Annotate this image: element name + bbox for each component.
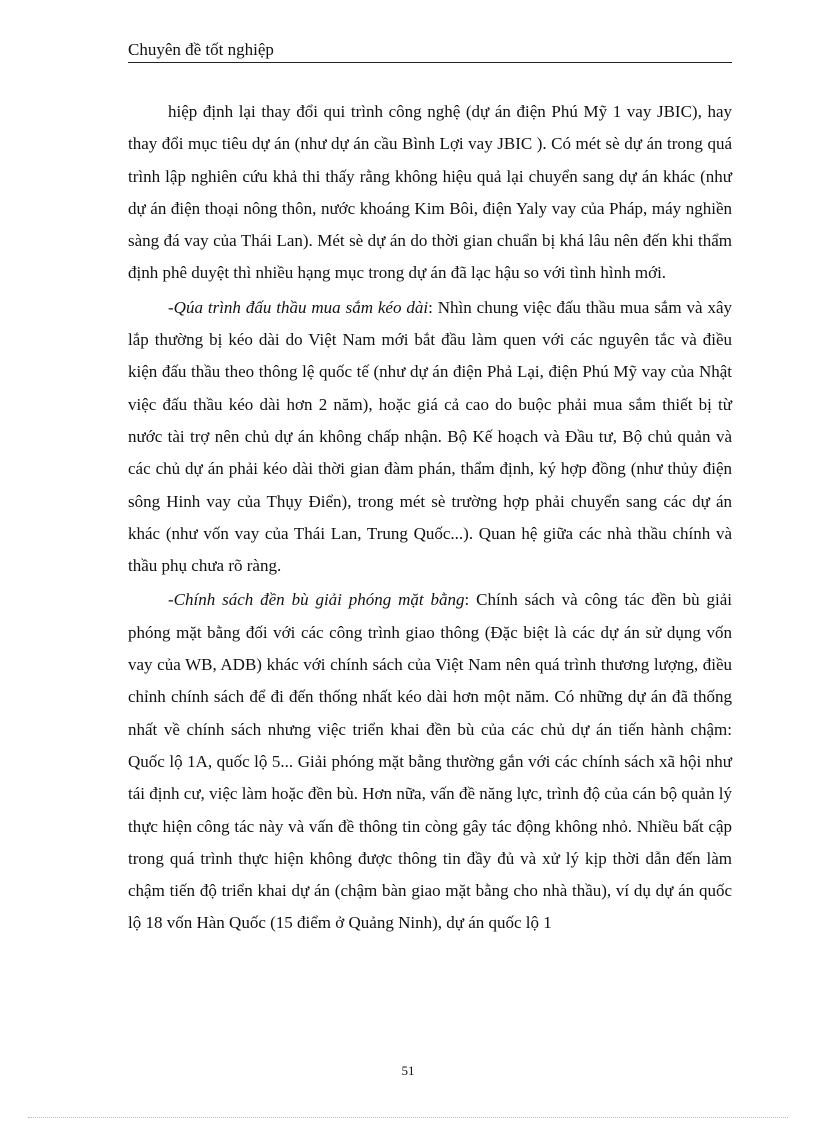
paragraph-bidding xyxy=(128,292,732,583)
paragraph-lead: -Qúa trình đấu thầu mua sắm kéo dài xyxy=(168,297,429,317)
header-title: Chuyên đề tốt nghiệp xyxy=(128,40,274,59)
paragraph-text: hiệp định lại thay đổi qui trình công nghệ (dự án điện Phú Mỹ 1 vay JBIC), hay thay đổi mục tiêu dự án (như dự án cầu Bình Lợi vay JBIC ). Có mét sè dự án trong quá trình lập nghiên cứu khả thi thấy rằng không hiệu quả lại chuyển sang dự án khác (như dự án điện thoại nông thôn, nước khoáng Kim Bôi, điện Yaly vay của Pháp, máy nghiền sàng đá vay của Thái Lan). Mét sè dự án do thời gian chuẩn bị khá lâu nên đến khi thẩm định phê duyệt thì nhiều hạng mục trong dự án đã lạc hậu so với tình hình mới. xyxy=(128,102,732,283)
paragraph-text: : Nhìn chung việc đấu thầu mua sắm và xây lắp thường bị kéo dài do Việt Nam mới bắt đầu làm quen với các nguyên tắc và điều kiện đấu thầu theo thông lệ quốc tế (như dự án điện Phả Lại, điện Phú Mỹ vay của Nhật việc đấu thầu kéo dài hơn 2 năm), hoặc giá cả cao do buộc phải mua sắm thiết bị từ nước tài trợ nên chủ dự án không chấp nhận. Bộ Kế hoạch và Đầu tư, Bộ chủ quản và các chủ dự án phải kéo dài thời gian đàm phán, thẩm định, ký hợp đồng (như thủy điện sông Hinh vay của Thụy Điển), trong mét sè trường hợp phải chuyển sang các dự án khác (như vốn vay của Thái Lan, Trung Quốc...). Quan hệ giữa các nhà thầu chính và thầu phụ chưa rõ ràng. xyxy=(128,297,733,576)
paragraph-compensation xyxy=(128,584,732,939)
paragraph-continuation xyxy=(128,96,732,290)
page-bottom-divider xyxy=(28,1117,788,1118)
page-header xyxy=(128,38,732,63)
paragraph-lead: -Chính sách đền bù giải phóng mặt bằng xyxy=(168,590,465,610)
page-number: 51 xyxy=(401,1063,415,1078)
paragraph-text: : Chính sách và công tác đền bù giải phóng mặt bằng đối với các công trình giao thông (Đặc biệt là các dự án sử dụng vốn vay của WB, ADB) khác với chính sách của Việt Nam nên quá trình thương lượng, điều chỉnh chính sách để đi đến thống nhất kéo dài hơn một năm. Có những dự án đã thống nhất về chính sách nhưng việc triển khai đền bù của các chủ dự án tiến hành chậm: Quốc lộ 1A, quốc lộ 5... Giải phóng mặt bằng thường gắn với các chính sách xã hội như tái định cư, việc làm hoặc đền bù. Hơn nữa, vấn đề năng lực, trình độ của cán bộ quản lý thực hiện công tác này và vấn đề thông tin còng gây tác động không nhỏ. Nhiều bất cập trong quá trình thực hiện không được thông tin đầy đủ và xử lý kịp thời dẫn đến làm chậm tiến độ triển khai dự án (chậm bàn giao mặt bằng cho nhà thầu), ví dụ dự án quốc lộ 18 vốn Hàn Quốc (15 điểm ở Quảng Ninh), dự án quốc lộ 1 xyxy=(128,590,732,933)
document-body xyxy=(128,96,732,940)
